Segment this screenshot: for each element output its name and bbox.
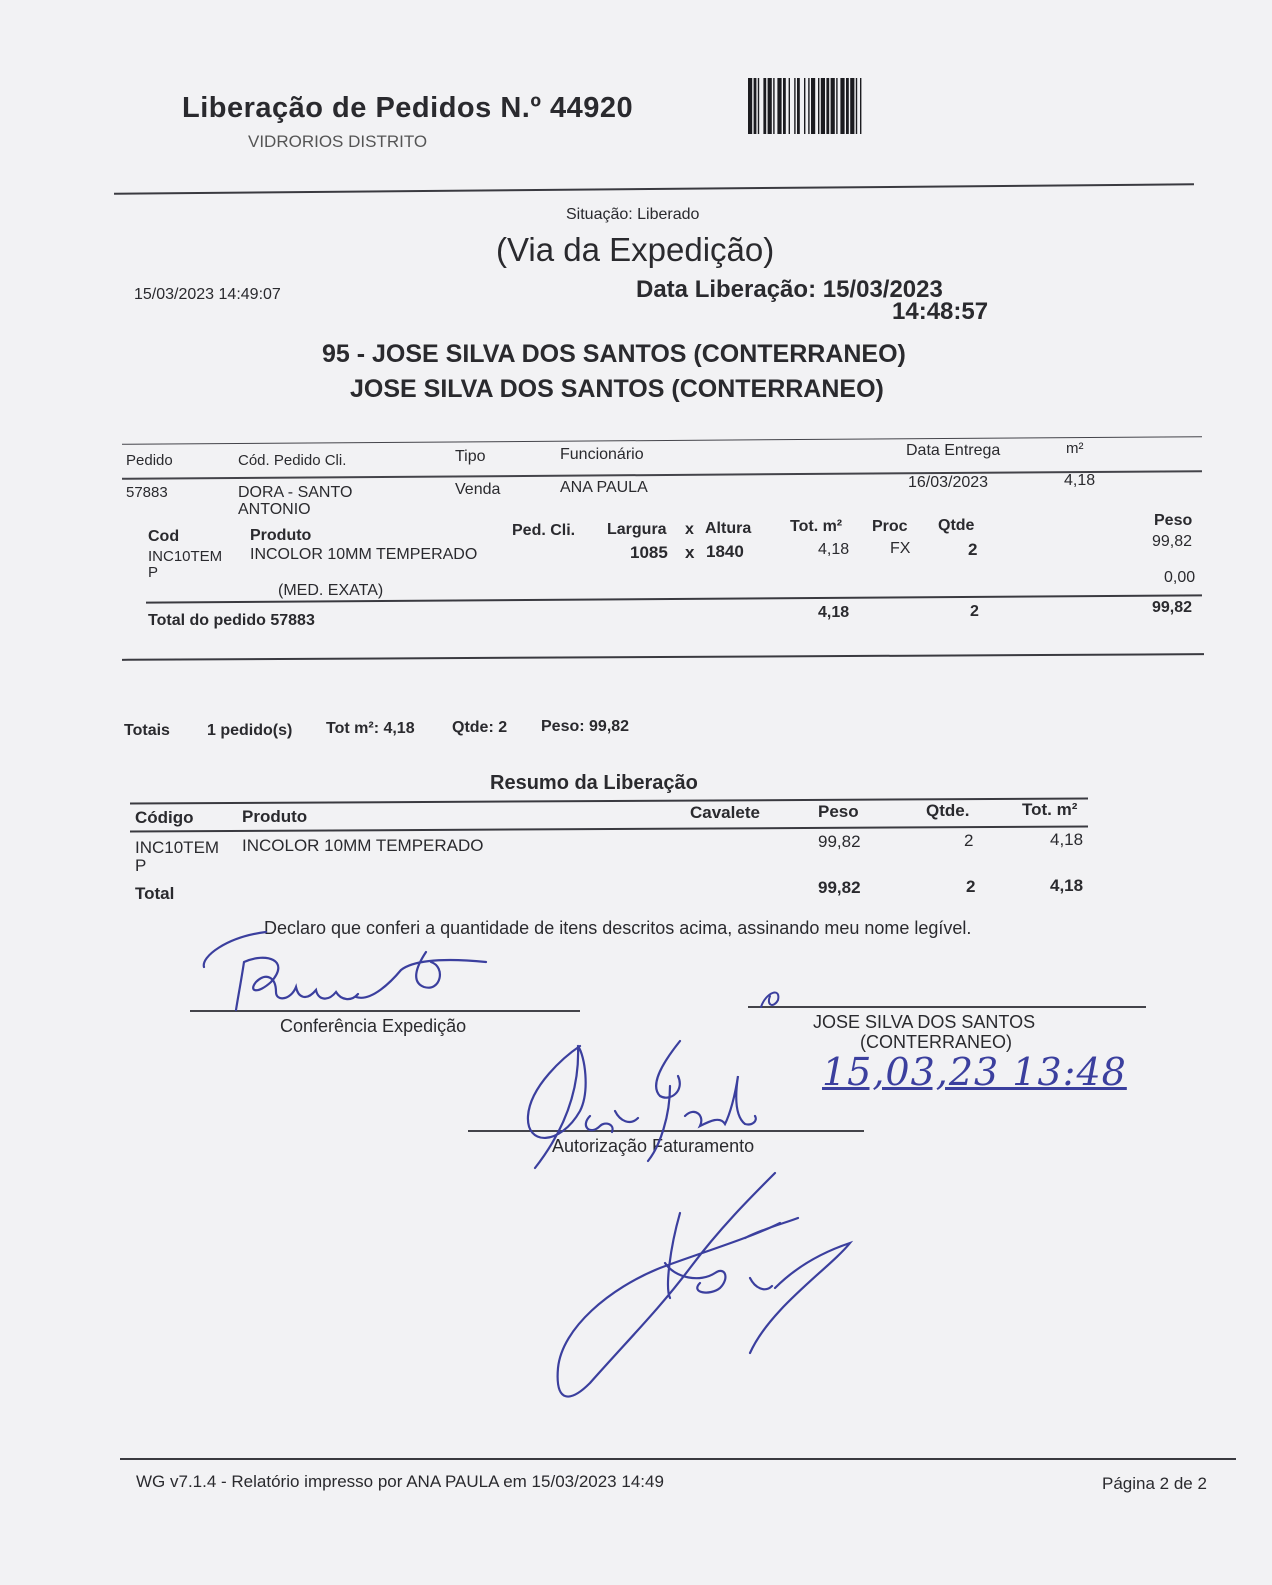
conferencia-signature — [196, 922, 506, 1022]
col-m2: m² — [1066, 440, 1084, 457]
large-signature — [550, 1168, 860, 1408]
item-col-qtde: Qtde — [938, 517, 975, 534]
row-data-entrega: 16/03/2023 — [908, 474, 989, 491]
item-tot-m2: 4,18 — [818, 541, 850, 558]
footer-report-info: WG v7.1.4 - Relatório impresso por ANA PAULA em 15/03/2023 14:49 — [136, 1472, 664, 1491]
release-time: 14:48:57 — [892, 298, 989, 325]
summary-col-peso: Peso — [818, 802, 859, 821]
printed-timestamp: 15/03/2023 14:49:07 — [134, 286, 281, 303]
company-name: VIDRORIOS DISTRITO — [248, 132, 428, 151]
col-data-entrega: Data Entrega — [906, 442, 1001, 459]
item-largura: 1085 — [630, 543, 668, 562]
situation-label: Situação: Liberado — [566, 206, 700, 223]
via-label: (Via da Expedição) — [496, 231, 775, 268]
item-cod-2: P — [148, 564, 159, 581]
declaration-text: Declaro que conferi a quantidade de itens descritos acima, assinando meu nome legível. — [264, 918, 972, 938]
order-table-bottom-rule — [122, 653, 1204, 661]
summary-col-tot-m2: Tot. m² — [1022, 800, 1078, 819]
summary-total-qtde: 2 — [966, 877, 976, 896]
item-altura: 1840 — [706, 542, 744, 561]
order-total-qtde: 2 — [970, 603, 979, 620]
item-qtde: 2 — [968, 540, 978, 559]
summary-total-label: Total — [135, 884, 175, 903]
document-title: Liberação de Pedidos N.º 44920 — [182, 92, 634, 124]
item-col-peso: Peso — [1154, 512, 1193, 529]
col-pedido: Pedido — [126, 452, 173, 469]
summary-total-tot-m2: 4,18 — [1050, 876, 1084, 895]
totals-pedidos: 1 pedido(s) — [207, 722, 293, 739]
item-col-tot-m2: Tot. m² — [790, 518, 843, 535]
order-table-top-rule — [122, 436, 1202, 445]
client-name-2: (CONTERRANEO) — [860, 1032, 1012, 1052]
row-m2: 4,18 — [1064, 472, 1096, 489]
item-proc: FX — [890, 540, 911, 557]
summary-row-tot-m2: 4,18 — [1050, 830, 1084, 849]
summary-col-qtde: Qtde. — [926, 801, 970, 820]
conferencia-label: Conferência Expedição — [280, 1016, 467, 1036]
summary-col-produto: Produto — [242, 807, 308, 826]
summary-row-peso: 99,82 — [818, 832, 861, 851]
item-col-ped-cli: Ped. Cli. — [512, 522, 576, 539]
order-total-label: Total do pedido 57883 — [148, 612, 315, 629]
item-col-proc: Proc — [872, 518, 908, 535]
autorizacao-label: Autorização Faturamento — [552, 1136, 755, 1156]
item-col-cod: Cod — [148, 528, 180, 545]
item-col-produto: Produto — [250, 527, 312, 544]
totals-peso: Peso: 99,82 — [541, 718, 630, 735]
row-cod-pedido-cli-1: DORA - SANTO — [238, 484, 353, 501]
totals-qtde: Qtde: 2 — [452, 719, 508, 736]
summary-row-codigo-2: P — [135, 856, 147, 875]
item-note: (MED. EXATA) — [278, 582, 384, 599]
client-line-1: 95 - JOSE SILVA DOS SANTOS (CONTERRANEO) — [322, 340, 906, 368]
item-cod-1: INC10TEM — [148, 548, 223, 565]
summary-title: Resumo da Liberação — [490, 772, 698, 794]
item-peso: 99,82 — [1152, 533, 1193, 550]
footer-rule — [120, 1458, 1236, 1460]
client-initial-mark — [756, 982, 796, 1012]
summary-row-codigo-1: INC10TEM — [135, 838, 220, 857]
summary-col-cavalete: Cavalete — [690, 803, 760, 822]
item-x: x — [685, 543, 695, 562]
totals-label: Totais — [124, 722, 170, 739]
client-signature-line — [748, 1006, 1146, 1008]
col-tipo: Tipo — [455, 448, 486, 465]
order-header-rule — [122, 470, 1202, 480]
row-funcionario: ANA PAULA — [560, 479, 648, 496]
summary-total-peso: 99,82 — [818, 878, 861, 897]
barcode — [748, 78, 938, 134]
col-cod-pedido-cli: Cód. Pedido Cli. — [238, 452, 347, 469]
order-total-tot-m2: 4,18 — [818, 604, 850, 621]
col-funcionario: Funcionário — [560, 446, 644, 463]
item-peso-extra: 0,00 — [1164, 569, 1196, 586]
row-cod-pedido-cli-2: ANTONIO — [238, 501, 311, 518]
autorizacao-signature — [520, 1036, 770, 1176]
order-total-peso: 99,82 — [1152, 599, 1193, 616]
summary-row-qtde: 2 — [964, 831, 974, 850]
header-divider — [114, 183, 1194, 194]
footer-page-number: Página 2 de 2 — [1102, 1474, 1207, 1493]
summary-row-produto: INCOLOR 10MM TEMPERADO — [242, 836, 484, 855]
item-col-altura: Altura — [705, 520, 752, 537]
release-date: Data Liberação: 15/03/2023 — [636, 276, 943, 303]
handwritten-date: 15,03,23 13:48 — [822, 1050, 1127, 1094]
item-col-largura: Largura — [607, 521, 667, 538]
client-line-2: JOSE SILVA DOS SANTOS (CONTERRANEO) — [350, 375, 884, 403]
row-pedido: 57883 — [126, 484, 168, 501]
item-produto: INCOLOR 10MM TEMPERADO — [250, 546, 478, 563]
client-name-1: JOSE SILVA DOS SANTOS — [813, 1012, 1036, 1032]
row-tipo: Venda — [455, 481, 501, 498]
totals-tot-m2: Tot m²: 4,18 — [326, 720, 415, 737]
item-col-x: x — [685, 521, 694, 538]
summary-col-codigo: Código — [135, 808, 194, 827]
